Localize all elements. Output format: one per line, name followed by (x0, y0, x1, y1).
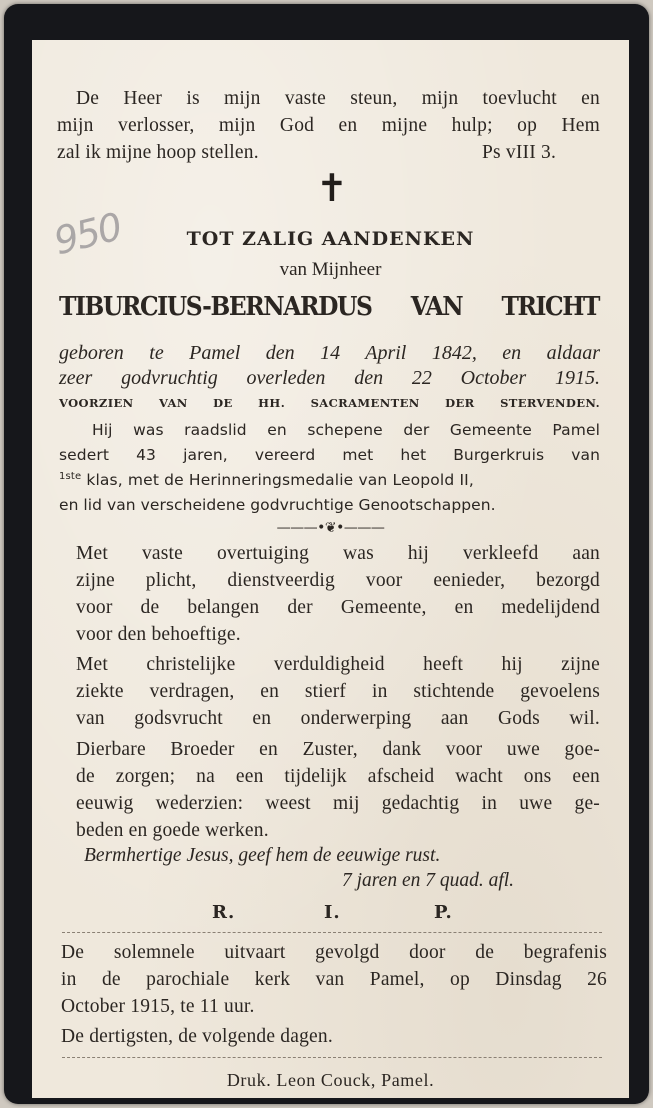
paragraph-1-line-3: voor de belangen der Gemeente, en medelijdend (76, 597, 600, 618)
pencil-note: 950 (49, 204, 125, 264)
card-paper (32, 40, 629, 1098)
career-line-3-text: klas, met de Herinneringsmedalie van Leopold II, (81, 471, 474, 490)
funeral-line-2: in de parochiale kerk van Pamel, op Dinsdag 26 (61, 969, 607, 990)
funeral-line-1: De solemnele uitvaart gevolgd door de begrafenis (61, 942, 607, 963)
rip-r: R. (212, 902, 236, 923)
career-line-3 (59, 471, 600, 489)
memorial-heading: TOT ZALIG AANDENKEN (186, 228, 475, 250)
paragraph-2-line-1: Met christelijke verduldigheid heeft hij zijne (76, 654, 600, 675)
divider-rule-1 (62, 932, 602, 933)
paragraph-3-line-1: Dierbare Broeder en Zuster, dank voor uwe goe- (76, 739, 600, 760)
indulgence-line: 7 jaren en 7 quad. afl. (342, 870, 515, 891)
career-line-2: sedert 43 jaren, vereerd met het Burgerkruis van (59, 446, 600, 464)
psalm-line-1: De Heer is mijn vaste steun, mijn toevlucht en (76, 88, 600, 109)
honorific: van Mijnheer (279, 259, 382, 280)
prayer-line: Bermhertige Jesus, geef hem de eeuwige rust. (84, 845, 441, 866)
paragraph-3-line-3: eeuwig wederzien: weest mij gedachtig in uwe ge- (76, 793, 600, 814)
psalm-line-2: mijn verlosser, mijn God en mijne hulp; op Hem (57, 115, 600, 136)
paragraph-2-line-3: van godsvrucht en onderwerping aan Gods wil. (76, 708, 600, 729)
deceased-name: TIBURCIUS-BERNARDUS VAN TRICHT (59, 292, 599, 322)
paragraph-1-line-4: voor den behoeftige. (76, 624, 241, 645)
death-line: zeer godvruchtig overleden den 22 October 1915. (59, 367, 600, 389)
paragraph-2-line-2: ziekte verdragen, en stierf in stichtende gevoelens (76, 681, 600, 702)
ornament-divider: ———•❦•——— (276, 520, 385, 536)
funeral-line-4: De dertigsten, de volgende dagen. (61, 1026, 333, 1047)
psalm-line-3: zal ik mijne hoop stellen. (57, 142, 259, 163)
paragraph-1-line-1: Met vaste overtuiging was hij verkleefd aan (76, 543, 600, 564)
psalm-reference: Ps vIII 3. (482, 142, 557, 163)
rip-p: P. (434, 902, 453, 923)
rip-i: I. (324, 902, 341, 923)
birth-line: geboren te Pamel den 14 April 1842, en aldaar (59, 342, 600, 364)
career-line-4: en lid van verscheidene godvruchtige Genootschappen. (59, 496, 496, 514)
printer-line: Druk. Leon Couck, Pamel. (226, 1070, 435, 1090)
funeral-line-3: October 1915, te 11 uur. (61, 996, 255, 1017)
cross-icon: ✝ (316, 166, 348, 210)
sacraments-line: VOORZIEN VAN DE HH. SACRAMENTEN DER STERVENDEN. (59, 396, 600, 410)
paragraph-3-line-2: de zorgen; na een tijdelijk afscheid wacht ons een (76, 766, 600, 787)
career-ordinal: 1ste (59, 471, 82, 482)
paragraph-3-line-4: beden en goede werken. (76, 820, 269, 841)
memorial-card (4, 4, 649, 1104)
paragraph-1-line-2: zijne plicht, dienstveerdig voor eenieder, bezorgd (76, 570, 600, 591)
career-line-1: Hij was raadslid en schepene der Gemeente Pamel (92, 421, 600, 439)
divider-rule-2 (62, 1057, 602, 1058)
